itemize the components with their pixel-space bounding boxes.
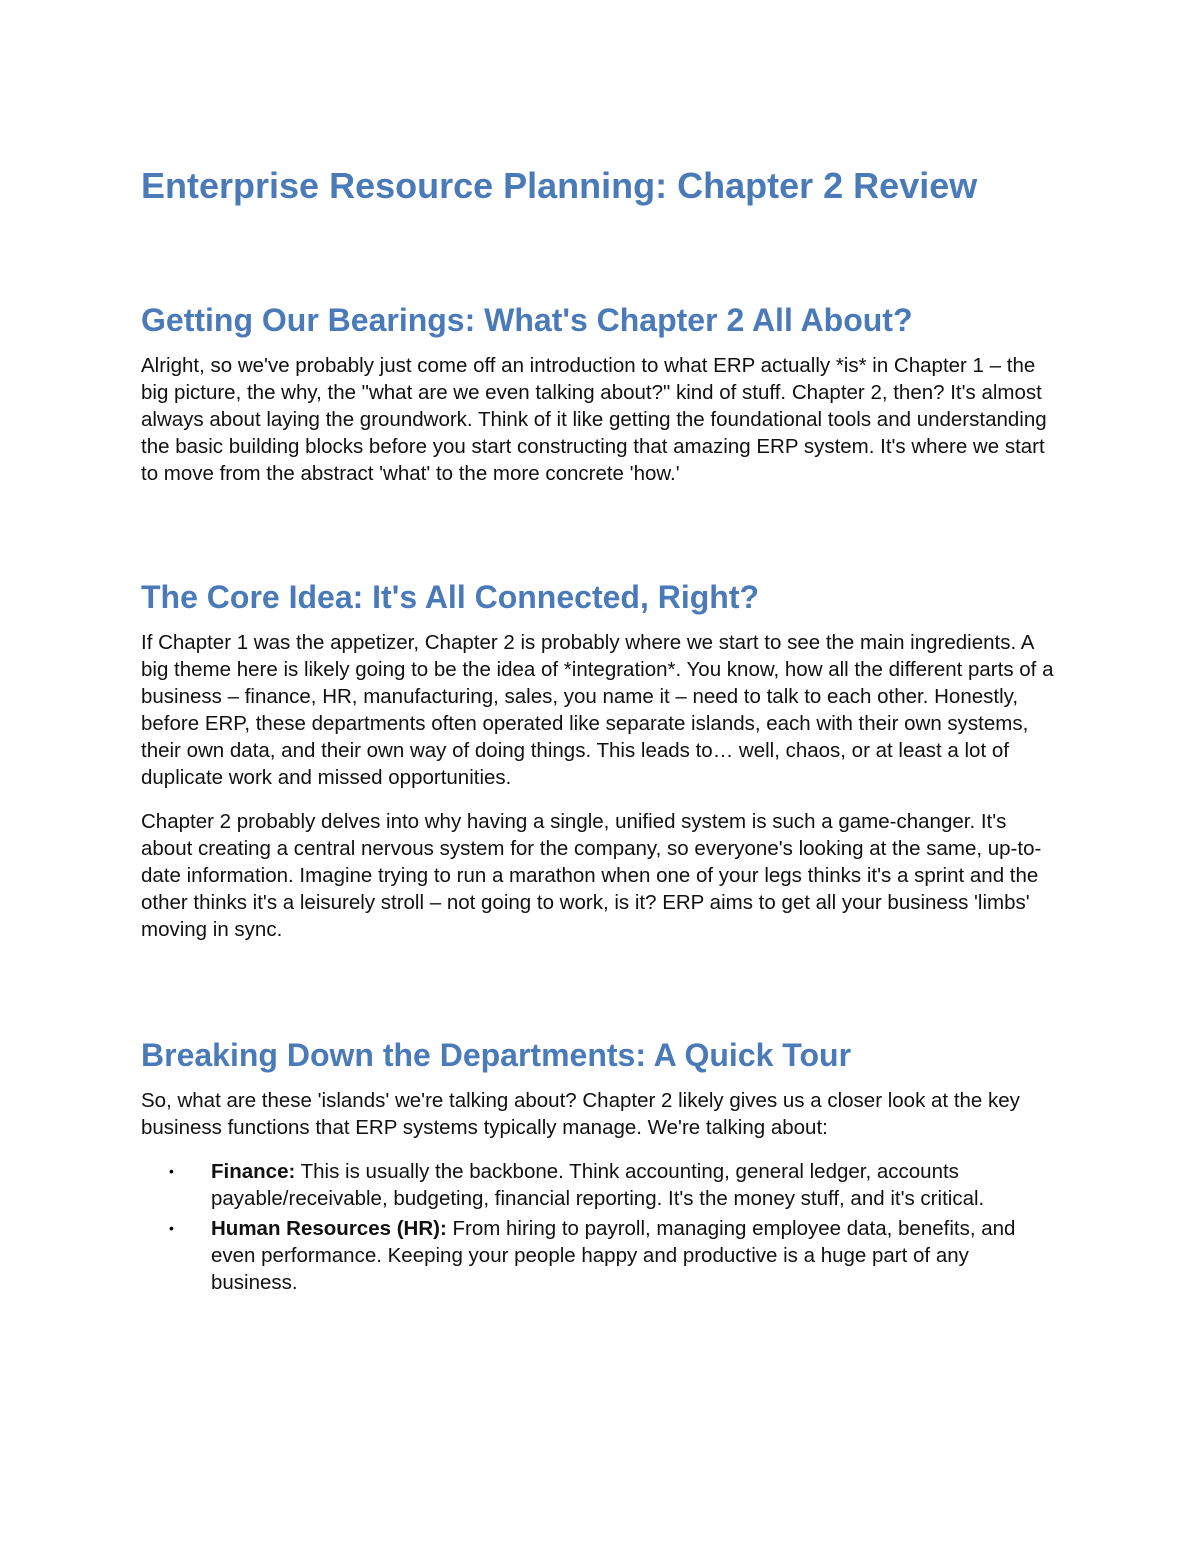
section-paragraph: Alright, so we've probably just come off an introduction to what ERP actually *is* in Chapter 1 – the big picture, the why, the "what are we even talking about?" kind of stuff. Chapter 2, then? It's almost always about laying the groundwork. Think of it like getting the foundational tools and understanding the basic building blocks before you start constructing that amazing ERP system. It's where we start to move from the abstract 'what' to the more concrete 'how.' [141,354,1047,485]
list-item-term: Finance: [211,1160,296,1183]
document-page [141,160,1061,1299]
list-item-finance [141,1158,1061,1212]
departments-list [141,1158,1061,1296]
section-paragraph: So, what are these 'islands' we're talking about? Chapter 2 likely gives us a closer look at the key business functions that ERP systems typically manage. We're talking about: [141,1089,1020,1139]
section-heading-core-idea: The Core Idea: It's All Connected, Right? [141,579,760,615]
section-paragraph: If Chapter 1 was the appetizer, Chapter 2 is probably where we start to see the main ingredients. A big theme here is likely going to be the idea of *integration*. You know, how all the different parts of a business – finance, HR, manufacturing, sales, you name it – need to talk to each other. Honestly, before ERP, these departments often operated like separate islands, each with their own systems, their own data, and their own way of doing things. This leads to… well, chaos, or at least a lot of duplicate work and missed opportunities. [141,631,1054,789]
section-paragraph: Chapter 2 probably delves into why having a single, unified system is such a game-changer. It's about creating a central nervous system for the company, so everyone's looking at the same, up-to-date information. Imagine trying to run a marathon when one of your legs thinks it's a sprint and the other thinks it's a leisurely stroll – not going to work, is it? ERP aims to get all your business 'limbs' moving in sync. [141,810,1042,941]
bullet-icon: • [169,1220,174,1236]
list-item-description: This is usually the backbone. Think accounting, general ledger, accounts payable/receivable, budgeting, financial reporting. It's the money stuff, and it's critical. [211,1160,985,1210]
document-title: Enterprise Resource Planning: Chapter 2 Review [141,165,978,206]
list-item-term: Human Resources (HR): [211,1217,447,1240]
list-item-text [211,1217,1015,1294]
bullet-icon: • [169,1163,174,1179]
list-item-text [211,1160,984,1210]
section-heading-departments: Breaking Down the Departments: A Quick Tour [141,1037,852,1073]
list-item-hr [141,1215,1061,1296]
list-item-description: From hiring to payroll, managing employee data, benefits, and even performance. Keeping your people happy and productive is a huge part of any business. [211,1217,1016,1294]
section-heading-bearings: Getting Our Bearings: What's Chapter 2 All About? [141,302,913,338]
